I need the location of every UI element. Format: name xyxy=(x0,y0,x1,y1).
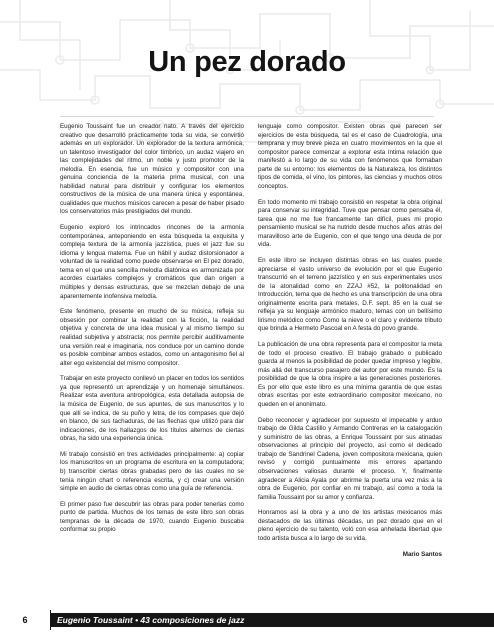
paragraph: Eugenio exploró los intrincados rincones de la armonía contemporánea, anteponiendo en esta búsqueda la exquisita y compleja textura de la armonía jazzística, pues el jazz fue su idioma y lengua materna. Fue un hábil y audaz distorsionador a voluntad de la realidad como puede observarse en El pez dorado, tema en el que una sencilla melodía diatónica es armonizada por acordes cuartales complejos y cromáticos que dan origen a múltiples y densas estructuras, que se mezclan debajo de una aparentemente inofensiva melodía. xyxy=(60,224,244,300)
footer-book-title: Eugenio Toussaint • 43 composiciones de jazz xyxy=(57,615,245,625)
right-text-column xyxy=(258,123,442,559)
left-text-column xyxy=(60,123,244,542)
paragraph: El primer paso fue descubrir las obras para poder tenerlas como punto de partida. Muchos de los temas de este libro son obras tempranas de la década de 1970, cuando Eugenio buscaba conformar su propio xyxy=(60,500,244,534)
paragraph: La publicación de una obra representa para el compositor la meta de todo el proceso creativo. El trabajo grabado o publicado guarda al menos la posibilidad de poder quedar impreso y legible, más allá del transcurso pasajero del autor por este mundo. Es la posibilidad de que la obra inspire a las generaciones posteriores. Es por ello que este libro es una mínima garantía de que estas obras escritas por este extraordinario compositor mexicano, no queden en el anonimato. xyxy=(258,341,442,408)
paragraph: Trabajar en este proyecto conllevó un placer en todos los sentidos ya que representó un aprendizaje y un homenaje simultáneos. Realizar esta aventura antropológica, esta detallada autopsia de la música de Eugenio, de sus apuntes, de sus manuscritos y lo que allí se indica, de su puño y letra, de los compases que dejó en blanco, de sus tachaduras, de las flechas que utilizó para dar indicaciones, de los hallazgos de los títulos alternos de ciertas obras, ha sido una experiencia única. xyxy=(60,375,244,443)
author-signature: Mario Santos xyxy=(402,550,442,558)
paragraph: Honramos así la obra y a uno de los artistas mexicanos más destacados de las últimas décadas, un pez dorado que en el pleno ejercicio de su talento, voló con esa anhelada libertad que todo artista busca a lo largo de su vida. xyxy=(258,509,442,542)
paragraph: Eugenio Toussaint fue un creador nato. A través del ejercicio creativo que desarrolló prácticamente toda su vida, se convirtió además en un explorador. Un explorador de la textura armónica, un talentoso investigador del color tímbrico, un audaz viajero en las complejidades del ritmo, un noble y justo promotor de la melodía. En esencia, fue un músico y compositor con una genuina conciencia de la materia prima musical, con una habilidad natural para distribuir y configurar los elementos constructivos de la música de una manera única y espontánea, cualidades que muchos músicos carecen a pesar de haber pisado los conservatorios más prestigiados del mundo. xyxy=(60,123,244,216)
title-divider xyxy=(60,116,434,117)
paragraph: En todo momento mi trabajo consistió en respetar la obra original para conservar su integridad. Tuve que pensar como pensaba él, tarea que no me fue francamente tan difícil, pues mi propio pensamiento musical se ha nutrido desde muchos años atrás del maravilloso arte de Eugenio, con el que tengo una deuda de por vida. xyxy=(258,198,442,249)
paragraph: En este libro se incluyen distintas obras en las cuales puede apreciarse el vasto universo de evolución por el que Eugenio transcurrió en el terreno jazzístico y en sus experimentales usos de la atonalidad como en ZZAJ #52, la politonalidad en Introducción, tema que de hecho es una transcripción de una obra originalmente escrita para metales, D.F. sept. 85 en la cual se refleja ya su lenguaje armónico maduro, temas con un bellísimo lirismo melódico como Como la nieve o el claro y evidente tributo que brinda a Hermeto Pascoal en A festa do povo grande. xyxy=(258,257,442,333)
paragraph: Debo reconocer y agradecer por supuesto el impecable y arduo trabajo de Gilda Castillo y Armando Contreras en la catalogación y suministro de las obras, a Enrique Toussaint por sus atinadas observaciones al principio del proyecto, así como el dedicado trabajo de Sandrinel Cadena, joven compositora mexicana, quien revisó y corrigió puntualmente mis errores apartando observaciones valiosas durante el proceso. Y, finalmente agradecer a Alicia Ayala por abrirme la puerta una vez más a la obra de Eugenio, por confiar en mi trabajo, así como a toda la familia Toussaint por su amor y confianza. xyxy=(258,416,442,501)
page-number: 6 xyxy=(22,615,28,625)
page-title: Un pez dorado xyxy=(148,46,346,78)
paragraph: lenguaje como compositor. Existen obras que parecen ser ejercicios de esta búsqueda, tal es el caso de Cuadrología, una temprana y muy breve pieza en cuatro movimientos en la que el compositor parece comenzar a explorar esta íntima relación que manifestó a lo largo de su vida con fenómenos que formaban parte de su entorno: los elementos de la Naturaleza, los distintos tipos de comida, el vino, los pintores, las ciencias y muchos otros conceptos. xyxy=(258,123,442,190)
paragraph: Mi trabajo consistió en tres actividades principalmente: a) copiar los manuscritos en un programa de escritura en la computadora; b) transcribir ciertas obras grabadas pero de las cuales no se tenía ningún chart o referencia escrita, y c) crear una versión simple en audio de ciertas obras como una guía de referencia. xyxy=(60,450,244,493)
paragraph: Este fenómeno, presente en mucho de su música, refleja su obsesión por combinar la realidad con la ficción, la realidad objetiva y concreta de una idea musical y al mismo tiempo su realidad subjetiva y abstracta; nos permite percibir auditivamente una versión real e imaginaria, nos conduce por un camino donde es posible combinar ambos estados, como un antagonismo fiel al alter ego existencial del mismo compositor. xyxy=(60,308,244,367)
